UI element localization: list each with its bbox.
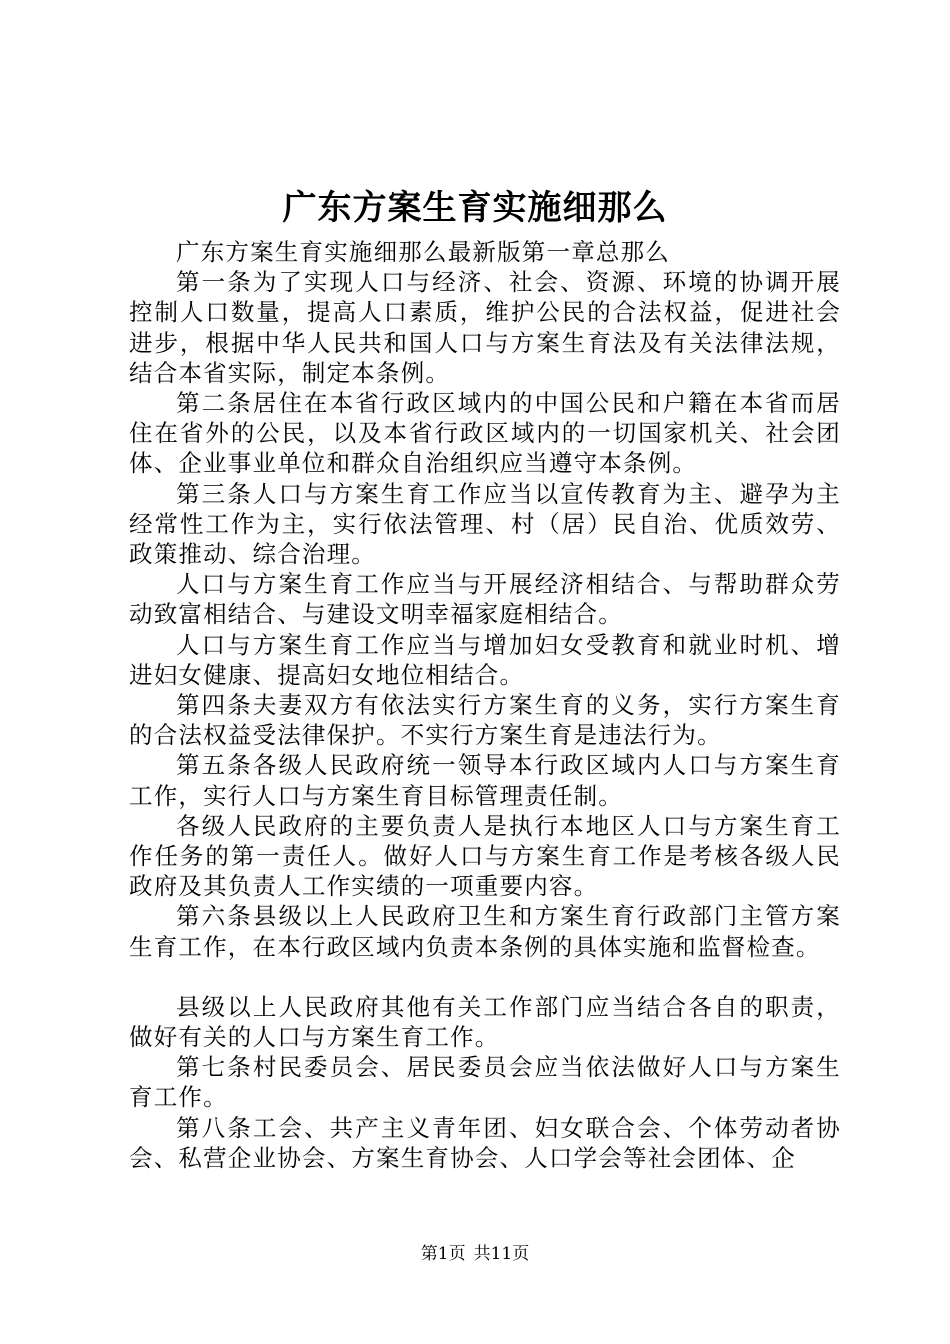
- paragraph-article-4: 第四条夫妻双方有依法实行方案生育的义务，实行方案生育的合法权益受法律保护。不实行方案生育是违法行为。: [129, 691, 841, 750]
- paragraph-article-1: 第一条为了实现人口与经济、社会、资源、环境的协调开展控制人口数量，提高人口素质，维护公民的合法权益，促进社会进步，根据中华人民共和国人口与方案生育法及有关法律法规，结合本省实际，制定本条例。: [129, 268, 841, 387]
- page-number: 第1页: [420, 1244, 466, 1264]
- page-total: 共11页: [473, 1244, 530, 1264]
- page-footer: [0, 1242, 950, 1266]
- paragraph-article-2: 第二条居住在本省行政区域内的中国公民和户籍在本省而居住在省外的公民，以及本省行政区域内的一切国家机关、社会团体、企业事业单位和群众自治组织应当遵守本条例。: [129, 389, 841, 478]
- paragraph-article-3: 第三条人口与方案生育工作应当以宣传教育为主、避孕为主经常性工作为主，实行依法管理、村（居）民自治、优质效劳、政策推动、综合治理。: [129, 479, 841, 569]
- paragraph-article-3-economy: 人口与方案生育工作应当与开展经济相结合、与帮助群众劳动致富相结合、与建设文明幸福家庭相结合。: [129, 570, 841, 629]
- document-title: 广东方案生育实施细那么: [282, 188, 668, 228]
- paragraph-article-8: 第八条工会、共产主义青年团、妇女联合会、个体劳动者协会、私营企业协会、方案生育协会、人口学会等社会团体、企: [129, 1113, 841, 1172]
- paragraph-article-3-women: 人口与方案生育工作应当与增加妇女受教育和就业时机、增进妇女健康、提高妇女地位相结合。: [129, 630, 841, 689]
- paragraph-intro: 广东方案生育实施细那么最新版第一章总那么: [176, 238, 670, 266]
- document-body: [129, 237, 841, 1173]
- paragraph-article-6-departments: 县级以上人民政府其他有关工作部门应当结合各自的职责，做好有关的人口与方案生育工作。: [129, 992, 841, 1052]
- paragraph-article-7: 第七条村民委员会、居民委员会应当依法做好人口与方案生育工作。: [129, 1053, 841, 1112]
- paragraph-article-5: 第五条各级人民政府统一领导本行政区域内人口与方案生育工作，实行人口与方案生育目标管理责任制。: [129, 751, 841, 810]
- paragraph-article-6: 第六条县级以上人民政府卫生和方案生育行政部门主管方案生育工作，在本行政区域内负责本条例的具体实施和监督检查。: [129, 902, 841, 961]
- paragraph-article-5-leaders: 各级人民政府的主要负责人是执行本地区人口与方案生育工作任务的第一责任人。做好人口与方案生育工作是考核各级人民政府及其负责人工作实绩的一项重要内容。: [129, 811, 841, 901]
